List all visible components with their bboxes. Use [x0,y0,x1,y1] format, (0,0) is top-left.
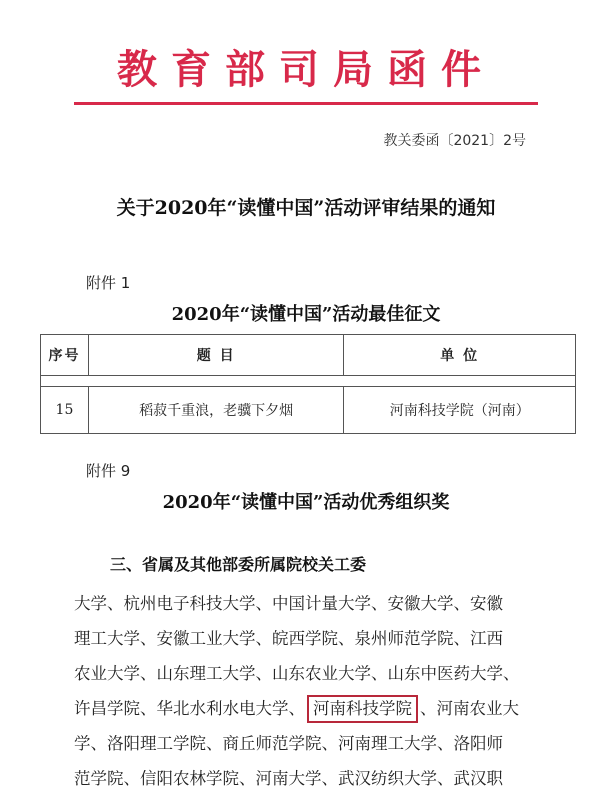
letterhead-title: 教育部司局函件 [117,46,495,93]
school-list-text: 许昌学院、华北水利水电大学、 [74,699,305,718]
notice-title: 关于2020年“读懂中国”活动评审结果的通知 [116,197,496,219]
column-header-no: 序号 [41,335,89,376]
school-list-line [74,691,564,726]
document-number: 教关委函〔2021〕2号 [383,133,526,149]
best-essay-table [40,334,576,434]
table-row [41,387,576,434]
school-list-text: 、河南农业大 [420,699,519,718]
school-list-line: 理工大学、安徽工业大学、皖西学院、泉州师范学院、江西 [74,629,503,648]
table-spacer-row [41,376,576,387]
subsection-heading: 三、省属及其他部委所属院校关工委 [110,555,367,574]
highlighted-school: 河南科技学院 [307,695,418,723]
column-header-unit: 单 位 [344,335,576,376]
cell-no: 15 [41,387,89,434]
school-list-line: 范学院、信阳农林学院、河南大学、武汉纺织大学、武汉职 [74,769,503,788]
attachment-1-title: 2020年“读懂中国”活动最佳征文 [171,304,441,325]
attachment-1-label: 附件 1 [86,274,131,292]
cell-unit: 河南科技学院（河南） [344,387,576,434]
school-list-line: 农业大学、山东理工大学、山东农业大学、山东中医药大学、 [74,664,520,683]
school-list [74,586,564,796]
letterhead-rule [74,102,538,105]
table-header-row [41,335,576,376]
school-list-line: 学、洛阳理工学院、商丘师范学院、河南理工大学、洛阳师 [74,734,503,753]
column-header-topic: 题 目 [88,335,344,376]
cell-topic: 稻菽千重浪，老骥下夕烟 [88,387,344,434]
attachment-9-title: 2020年“读懂中国”活动优秀组织奖 [162,492,450,513]
attachment-9-label: 附件 9 [86,462,131,480]
school-list-line: 大学、杭州电子科技大学、中国计量大学、安徽大学、安徽 [74,594,503,613]
